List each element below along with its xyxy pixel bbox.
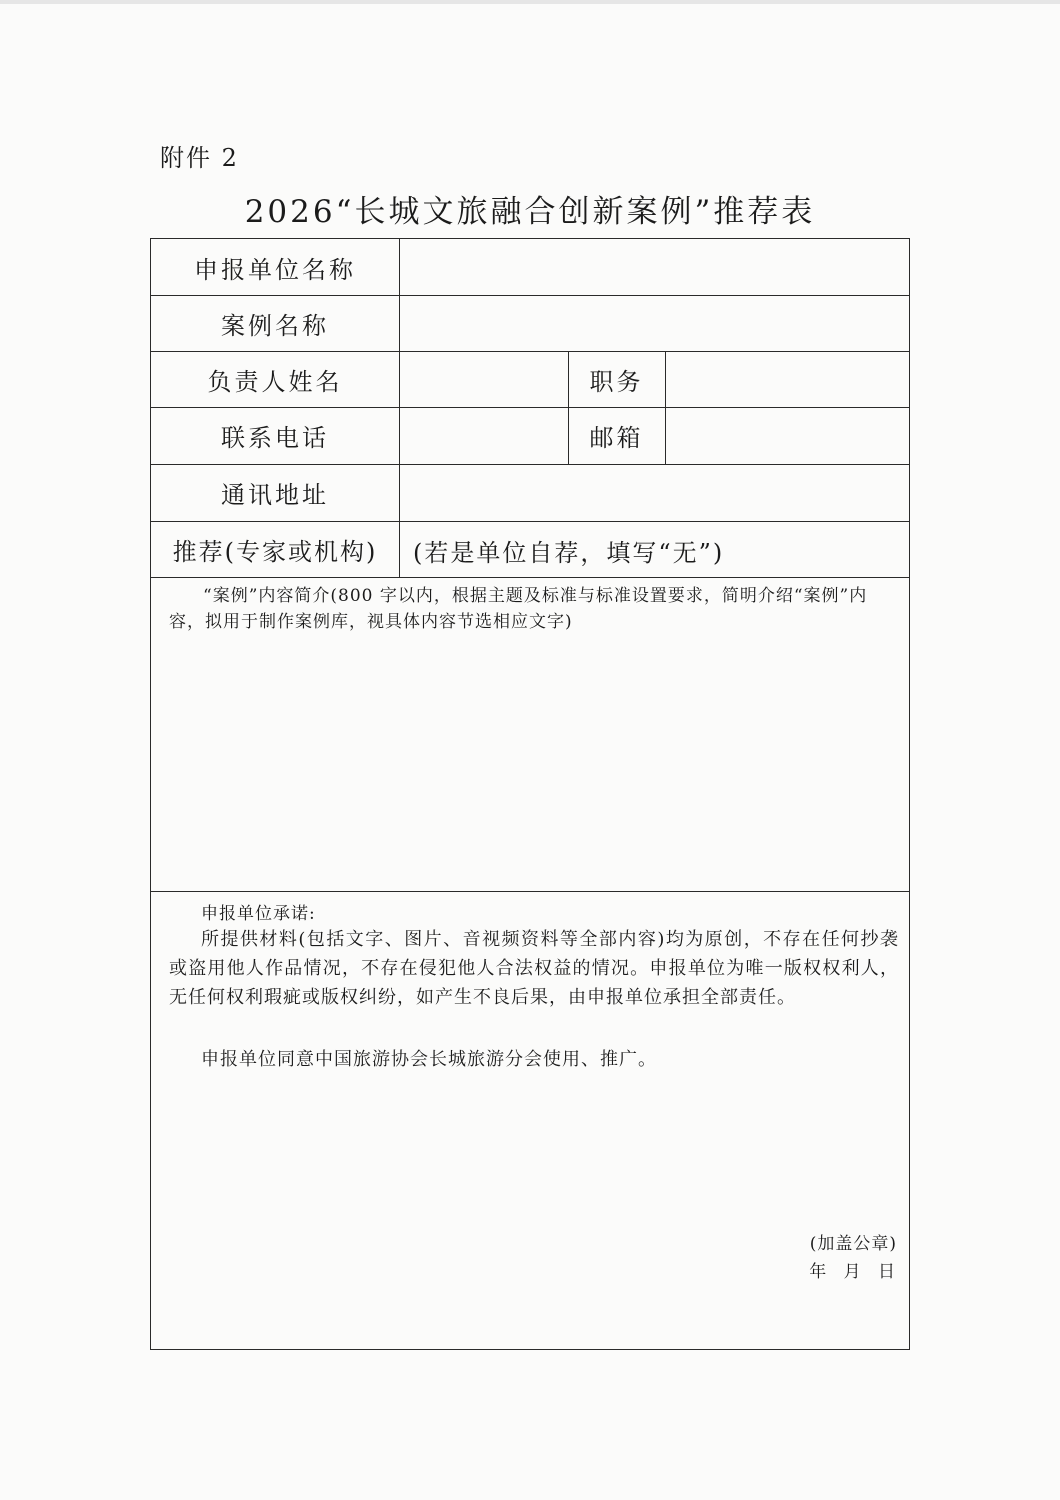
position-label: 职务 <box>589 367 644 396</box>
form-title: 2026“长城文旅融合创新案例”推荐表 <box>244 194 816 230</box>
column-divider <box>665 351 666 464</box>
address-label: 通讯地址 <box>221 481 329 509</box>
commitment-heading: 申报单位承诺: <box>201 904 316 924</box>
phone-label: 联系电话 <box>221 424 329 452</box>
case-name-label: 案例名称 <box>221 311 329 340</box>
phone-field[interactable] <box>401 409 566 462</box>
seal-label: (加盖公章) <box>809 1234 897 1254</box>
column-divider <box>399 239 400 577</box>
date-label: 年 月 日 <box>809 1262 895 1282</box>
recommender-label: 推荐(专家或机构) <box>172 537 378 566</box>
address-field[interactable] <box>401 466 907 519</box>
email-label: 邮箱 <box>589 424 644 452</box>
commitment-text: 所提供材料(包括文字、图片、音视频资料等全部内容)均为原创，不存在任何抄袭或盗用他人作品情况，不存在侵犯他人合法权益的情况。申报单位为唯一版权权利人，无任何权利瑕疵或版权纠纷，如产生不良后果，由申报单位承担全部责任。 <box>169 929 899 1008</box>
position-field[interactable] <box>667 353 907 405</box>
leader-name-label: 负责人姓名 <box>207 367 343 396</box>
commitment-agree-text: 申报单位同意中国旅游协会长城旅游分会使用、推广。 <box>201 1049 657 1070</box>
recommendation-form <box>150 238 910 1350</box>
recommender-field-note[interactable]: (若是单位自荐，填写“无”) <box>413 538 725 567</box>
unit-name-label: 申报单位名称 <box>194 255 356 284</box>
attachment-label: 附件 2 <box>160 144 239 172</box>
case-intro-field[interactable] <box>153 639 907 889</box>
leader-name-field[interactable] <box>401 353 566 405</box>
unit-name-field[interactable] <box>401 241 907 293</box>
case-name-field[interactable] <box>401 297 907 349</box>
row-divider <box>151 891 909 892</box>
email-field[interactable] <box>667 409 907 462</box>
page-top-edge <box>0 0 1060 4</box>
case-intro-instructions: “案例”内容简介(800 字以内，根据主题及标准与标准设置要求，简明介绍“案例”内容，拟用于制作案例库，视具体内容节选相应文字) <box>169 586 868 632</box>
